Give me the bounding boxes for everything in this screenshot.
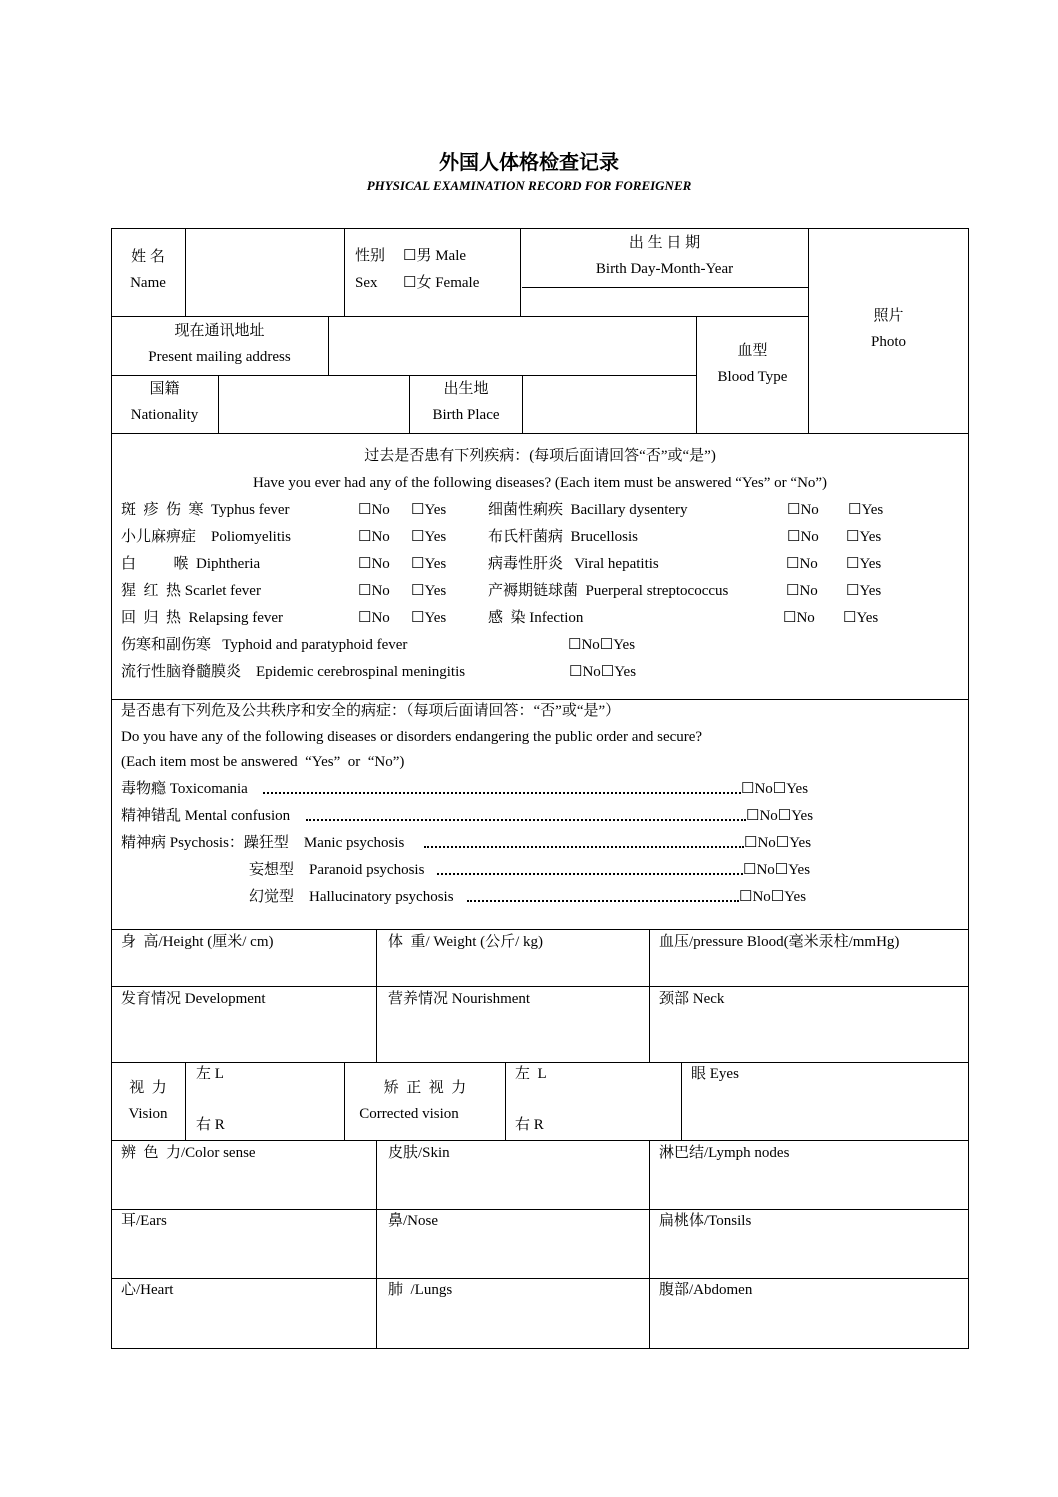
lymph-nodes-label: 淋巴结/Lymph nodes: [659, 1145, 790, 1161]
manic-psychosis-answer[interactable]: ☐No☐Yes: [744, 835, 812, 851]
public-diseases-note: (Each item most be answered “Yes” or “No”): [121, 754, 405, 770]
mental-confusion-label: 精神错乱 Mental confusion: [121, 808, 291, 824]
disease-dysentery: 细菌性痢疾 Bacillary dysentery: [488, 502, 688, 518]
disease-brucellosis: 布氏杆菌病 Brucellosis: [488, 529, 638, 545]
nose-label: 鼻/Nose: [388, 1213, 438, 1229]
dotted-leader: [424, 846, 744, 848]
toxicomania-answer[interactable]: ☐No☐Yes: [741, 781, 809, 797]
no-checkbox[interactable]: ☐No: [787, 502, 819, 518]
public-diseases-heading-en: Do you have any of the following diseases or disorders endangering the public order and secure?: [121, 729, 703, 745]
abdomen-label: 腹部/Abdomen: [659, 1282, 753, 1298]
address-field[interactable]: [329, 317, 696, 375]
lungs-label: 肺 /Lungs: [388, 1282, 453, 1298]
vision-right-label: 右 R: [196, 1117, 225, 1133]
psychosis-manic-label: 精神病 Psychosis：躁狂型 Manic psychosis: [121, 835, 405, 851]
disease-relapsing: 回 归 热 Relapsing fever: [121, 610, 284, 626]
past-diseases-heading-cn: 过去是否患有下列疾病：(每项后面请回答“否”或“是”): [364, 448, 716, 464]
tonsils-label: 扁桃体/Tonsils: [659, 1213, 752, 1229]
psychosis-hallucinatory-label: 幻觉型 Hallucinatory psychosis: [249, 889, 454, 905]
photo-label-cn: 照片: [873, 308, 904, 324]
no-checkbox[interactable]: ☐No: [786, 556, 818, 572]
toxicomania-label: 毒物瘾 Toxicomania: [121, 781, 248, 797]
eyes-label: 眼 Eyes: [691, 1066, 739, 1082]
birthplace-label-cn: 出生地: [443, 381, 489, 397]
past-diseases-heading-en: Have you ever had any of the following diseases? (Each item must be answered “Yes” or “No”): [252, 475, 828, 491]
no-checkbox[interactable]: ☐No: [358, 583, 390, 599]
address-label-cn: 现在通讯地址: [174, 323, 265, 339]
birthplace-field[interactable]: [523, 376, 696, 433]
weight-label: 体 重/ Weight (公斤/ kg): [388, 934, 544, 950]
yes-checkbox[interactable]: ☐Yes: [411, 556, 447, 572]
male-checkbox[interactable]: ☐男 Male: [403, 248, 467, 264]
name-label-cn: 姓 名: [131, 249, 165, 265]
nourishment-label: 营养情况 Nourishment: [388, 991, 531, 1007]
public-diseases-heading-cn: 是否患有下列危及公共秩序和安全的病症：（每项后面请回答：“否”或“是”）: [121, 703, 621, 719]
color-sense-label: 辨 色 力/Color sense: [121, 1145, 256, 1161]
height-label: 身 高/Height (厘米/ cm): [121, 934, 274, 950]
yes-checkbox[interactable]: ☐Yes: [411, 529, 447, 545]
mental-confusion-answer[interactable]: ☐No☐Yes: [746, 808, 814, 824]
skin-label: 皮肤/Skin: [388, 1145, 450, 1161]
vision-left-label: 左 L: [196, 1066, 224, 1082]
corrected-vision-label-cn: 矫 正 视 力: [383, 1080, 467, 1096]
yes-checkbox[interactable]: ☐Yes: [843, 610, 879, 626]
dotted-leader: [437, 873, 743, 875]
dotted-leader: [467, 900, 739, 902]
vision-label-en: Vision: [128, 1106, 168, 1122]
no-checkbox[interactable]: ☐No: [786, 583, 818, 599]
disease-meningitis: 流行性脑脊髓膜炎 Epidemic cerebrospinal meningitis: [121, 664, 466, 680]
nationality-label-en: Nationality: [130, 407, 199, 423]
ears-label: 耳/Ears: [121, 1213, 167, 1229]
disease-polio: 小儿麻痹症 Poliomyelitis: [121, 529, 292, 545]
page-subtitle: PHYSICAL EXAMINATION RECORD FOR FOREIGNER: [366, 178, 692, 193]
nationality-label-cn: 国籍: [149, 381, 180, 397]
paranoid-psychosis-answer[interactable]: ☐No☐Yes: [743, 862, 811, 878]
corrected-vision-label-en: Corrected vision: [359, 1106, 459, 1122]
yes-checkbox[interactable]: ☐Yes: [846, 556, 882, 572]
disease-streptococcus: 产褥期链球菌 Puerperal streptococcus: [488, 583, 729, 599]
yes-checkbox[interactable]: ☐Yes: [848, 502, 884, 518]
no-checkbox[interactable]: ☐No: [358, 502, 390, 518]
neck-label: 颈部 Neck: [659, 991, 725, 1007]
address-label-en: Present mailing address: [148, 349, 291, 365]
vision-label-cn: 视 力: [129, 1080, 167, 1096]
disease-infection: 感 染 Infection: [488, 610, 584, 626]
name-field[interactable]: [186, 229, 344, 316]
heart-label: 心/Heart: [121, 1282, 174, 1298]
no-yes-checkboxes[interactable]: ☐No☐Yes: [569, 664, 637, 680]
development-label: 发育情况 Development: [121, 991, 266, 1007]
no-checkbox[interactable]: ☐No: [783, 610, 815, 626]
dotted-leader: [263, 792, 741, 794]
female-checkbox[interactable]: ☐女 Female: [403, 275, 480, 291]
yes-checkbox[interactable]: ☐Yes: [411, 583, 447, 599]
disease-hepatitis: 病毒性肝炎 Viral hepatitis: [488, 556, 659, 572]
dotted-leader: [306, 819, 746, 821]
no-checkbox[interactable]: ☐No: [787, 529, 819, 545]
birth-date-field[interactable]: [522, 288, 808, 316]
yes-checkbox[interactable]: ☐Yes: [411, 502, 447, 518]
no-yes-checkboxes[interactable]: ☐No☐Yes: [568, 637, 636, 653]
photo-label-en: Photo: [870, 334, 906, 350]
disease-scarlet: 猩 红 热 Scarlet fever: [121, 583, 261, 599]
blood-type-label-en: Blood Type: [717, 369, 788, 385]
disease-typhus: 斑 疹 伤 寒 Typhus fever: [121, 502, 290, 518]
yes-checkbox[interactable]: ☐Yes: [411, 610, 447, 626]
birth-label-cn: 出 生 日 期: [628, 235, 701, 251]
corrected-left-label: 左 L: [515, 1066, 547, 1082]
no-checkbox[interactable]: ☐No: [358, 610, 390, 626]
no-checkbox[interactable]: ☐No: [358, 556, 390, 572]
yes-checkbox[interactable]: ☐Yes: [846, 583, 882, 599]
page-title: 外国人体格检查记录: [439, 152, 619, 174]
nationality-field[interactable]: [219, 376, 409, 433]
birthplace-label-en: Birth Place: [432, 407, 500, 423]
name-label-en: Name: [130, 275, 166, 291]
corrected-right-label: 右 R: [515, 1117, 544, 1133]
sex-label-en: Sex: [355, 275, 378, 291]
no-checkbox[interactable]: ☐No: [358, 529, 390, 545]
disease-typhoid: 伤寒和副伤寒 Typhoid and paratyphoid fever: [121, 637, 408, 653]
blood-type-label-cn: 血型: [737, 343, 768, 359]
psychosis-paranoid-label: 妄想型 Paranoid psychosis: [249, 862, 425, 878]
yes-checkbox[interactable]: ☐Yes: [846, 529, 882, 545]
disease-diphtheria: 白 喉 Diphtheria: [121, 556, 261, 572]
blood-pressure-label: 血压/pressure Blood(毫米汞柱/mmHg): [659, 934, 900, 950]
sex-label-cn: 性别: [355, 248, 386, 264]
hallucinatory-psychosis-answer[interactable]: ☐No☐Yes: [739, 889, 807, 905]
birth-label-en: Birth Day-Month-Year: [595, 261, 734, 277]
